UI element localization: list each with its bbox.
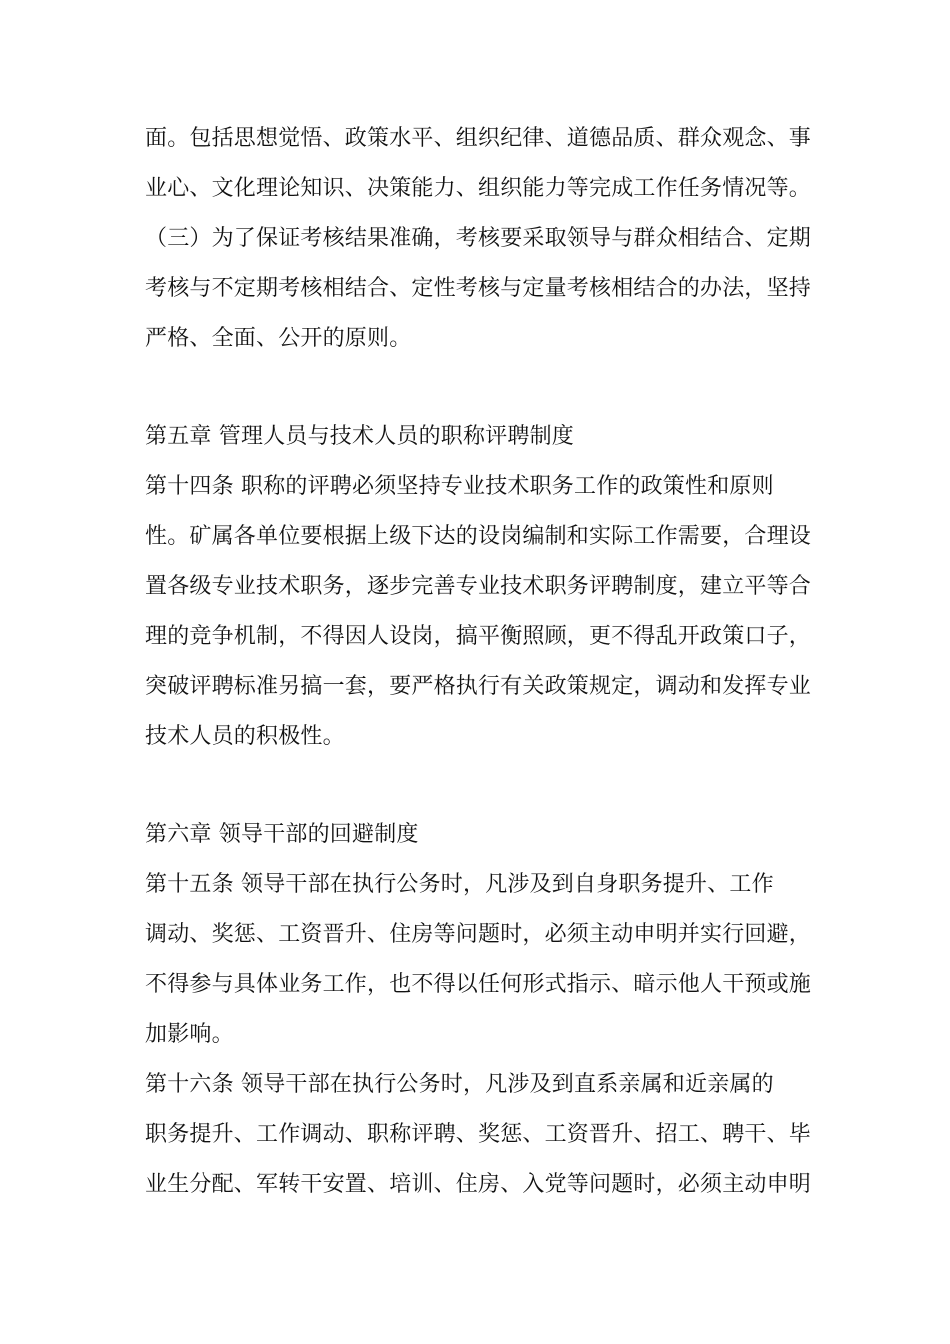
paragraph-line: （三）为了保证考核结果准确，考核要采取领导与群众相结合、定期 bbox=[145, 226, 812, 251]
document-body bbox=[145, 114, 810, 1210]
article-line: 第十六条 领导干部在执行公务时，凡涉及到直系亲属和近亲属的 bbox=[145, 1072, 774, 1097]
article-line: 不得参与具体业务工作，也不得以任何形式指示、暗示他人干预或施 bbox=[145, 972, 812, 997]
article-line: 第十四条 职称的评聘必须坚持专业技术职务工作的政策性和原则 bbox=[145, 474, 774, 499]
article-line: 置各级专业技术职务，逐步完善专业技术职务评聘制度，建立平等合 bbox=[145, 574, 812, 599]
chapter-heading: 第五章 管理人员与技术人员的职称评聘制度 bbox=[145, 424, 574, 449]
paragraph-line: 面。包括思想觉悟、政策水平、组织纪律、道德品质、群众观念、事 bbox=[145, 126, 812, 151]
paragraph-line: 考核与不定期考核相结合、定性考核与定量考核相结合的办法，坚持 bbox=[145, 276, 812, 301]
section-spacer bbox=[145, 762, 810, 810]
article-line: 加影响。 bbox=[145, 1022, 234, 1047]
paragraph-line: 业心、文化理论知识、决策能力、组织能力等完成工作任务情况等。 bbox=[145, 176, 812, 201]
article-line: 调动、奖惩、工资晋升、住房等问题时，必须主动申明并实行回避， bbox=[145, 922, 812, 947]
article-line: 突破评聘标准另搞一套，要严格执行有关政策规定，调动和发挥专业 bbox=[145, 674, 812, 699]
article-line: 第十五条 领导干部在执行公务时，凡涉及到自身职务提升、工作 bbox=[145, 872, 774, 897]
section-spacer bbox=[145, 364, 810, 412]
article-line: 技术人员的积极性。 bbox=[145, 724, 345, 749]
article-line: 性。矿属各单位要根据上级下达的设岗编制和实际工作需要，合理设 bbox=[145, 524, 812, 549]
article-line: 职务提升、工作调动、职称评聘、奖惩、工资晋升、招工、聘干、毕 bbox=[145, 1122, 812, 1147]
article-line: 理的竞争机制，不得因人设岗，搞平衡照顾，更不得乱开政策口子， bbox=[145, 624, 812, 649]
article-line: 业生分配、军转干安置、培训、住房、入党等问题时，必须主动申明 bbox=[145, 1172, 812, 1197]
chapter-heading: 第六章 领导干部的回避制度 bbox=[145, 822, 419, 847]
paragraph-line: 严格、全面、公开的原则。 bbox=[145, 326, 412, 351]
